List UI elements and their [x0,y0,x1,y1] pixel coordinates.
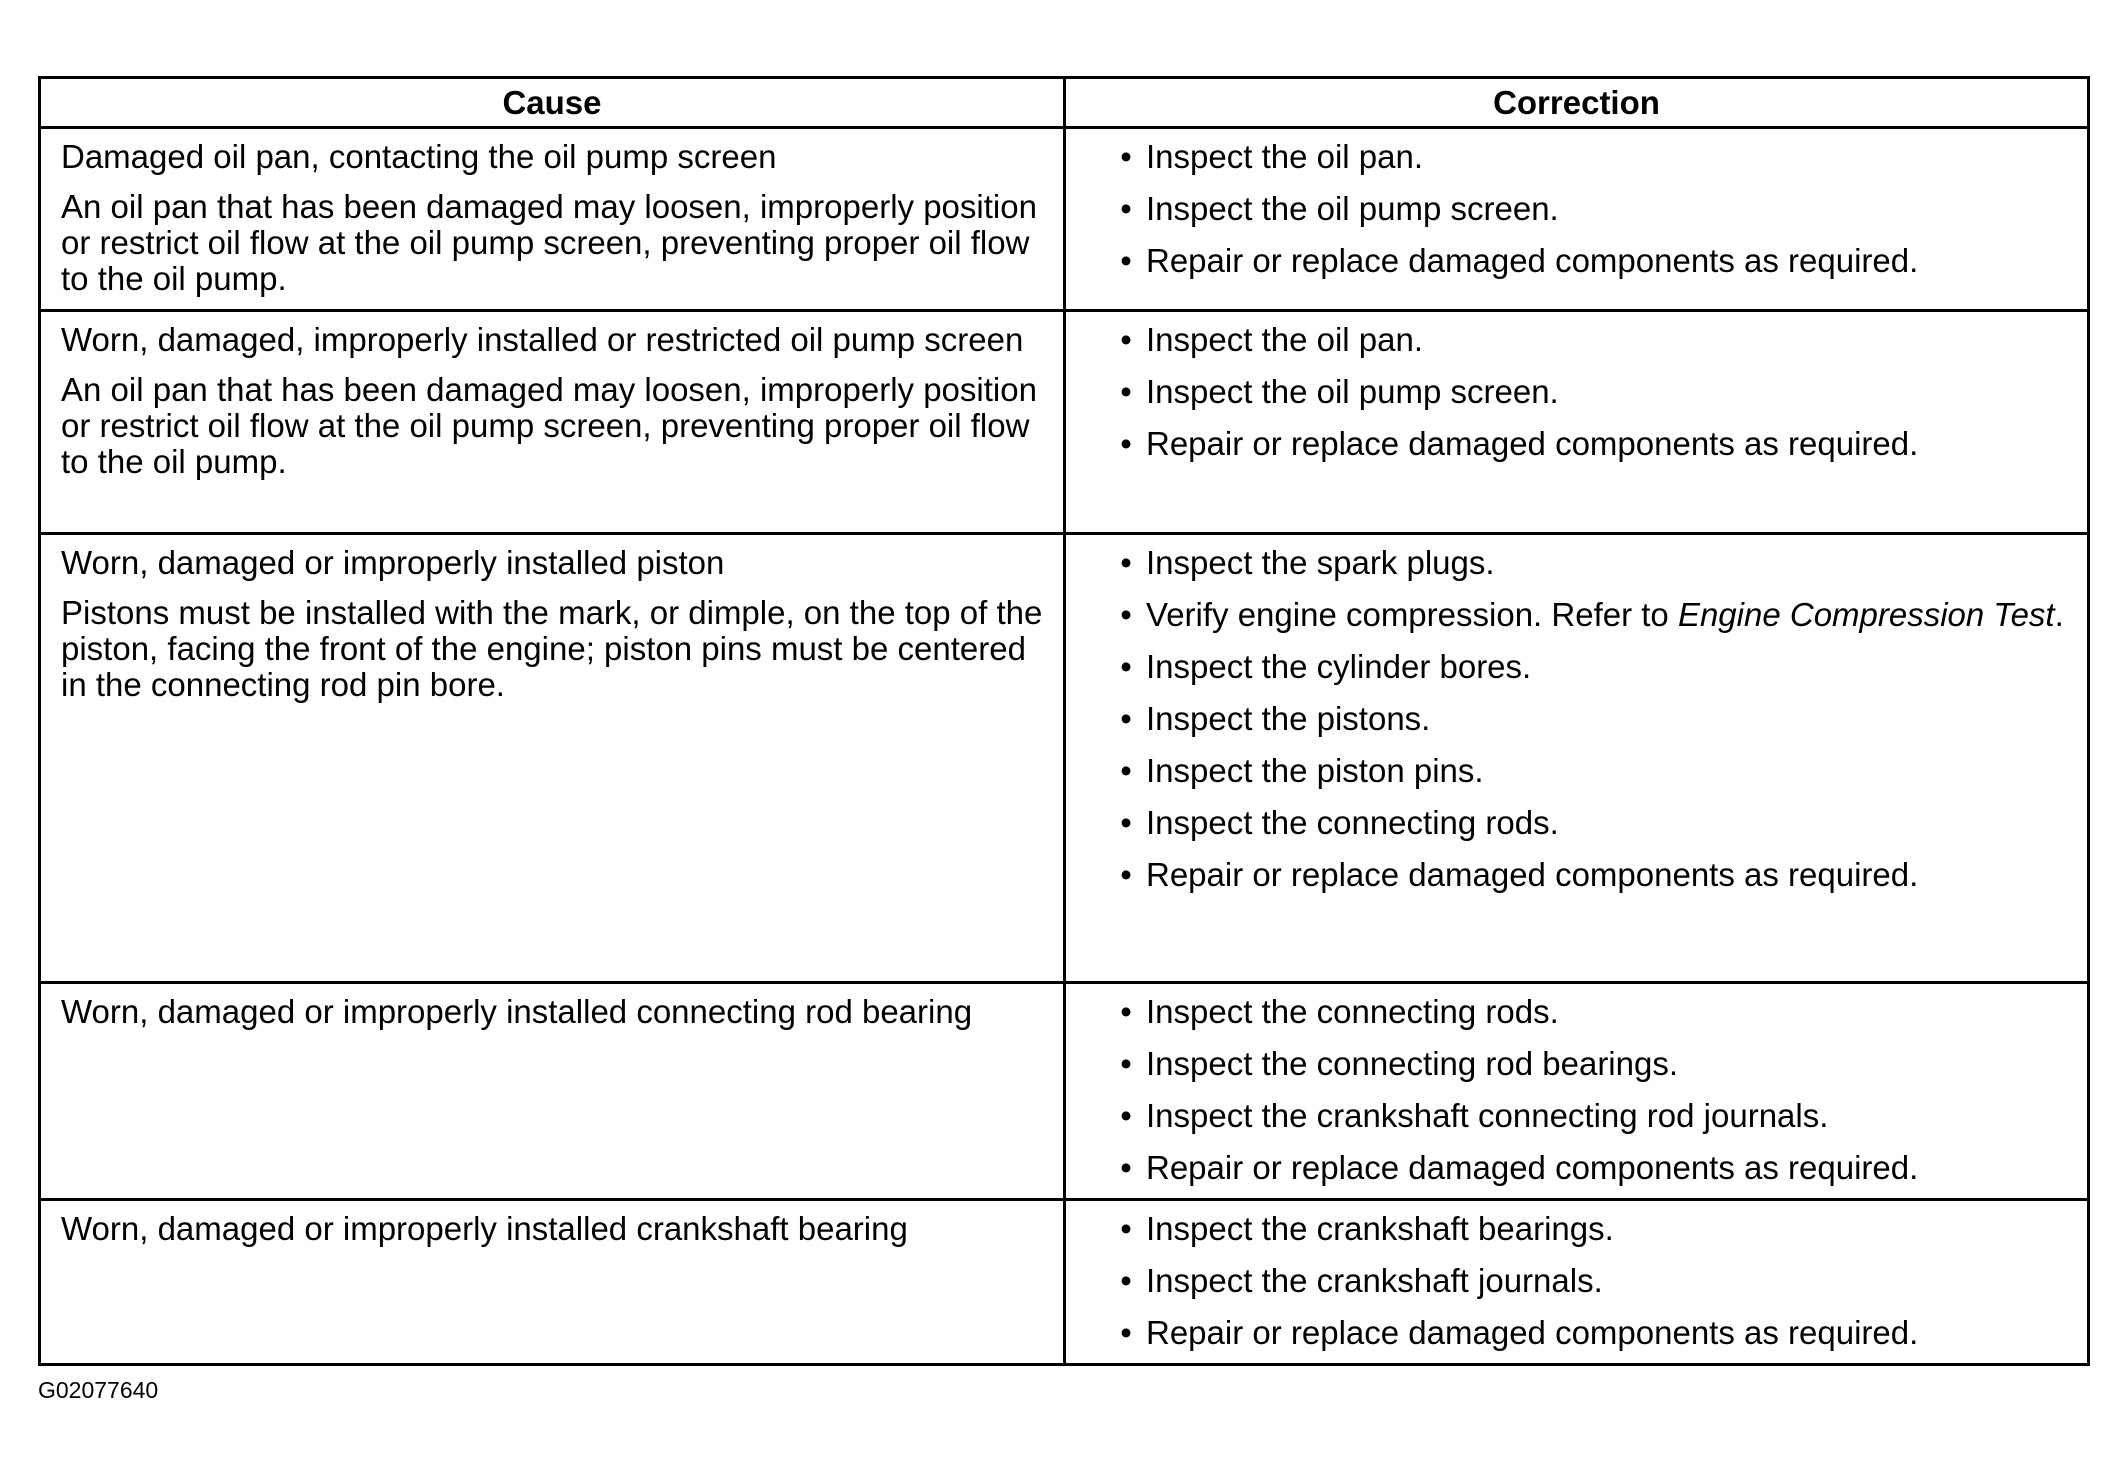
bullet-icon: • [1120,752,1132,789]
reference-period: . [2054,596,2064,633]
list-item [1116,191,2077,227]
table-header-row [40,78,2089,128]
list-item [1116,597,2077,633]
bullet-icon: • [1120,804,1132,841]
cause-title: Damaged oil pan, contacting the oil pump screen [61,138,777,175]
correction-text: Inspect the connecting rods. [1146,993,1559,1030]
list-item [1116,243,2077,279]
bullet-icon: • [1120,190,1132,227]
correction-cell [1065,311,2089,534]
list-item [1116,753,2077,789]
list-item [1116,545,2077,581]
list-item [1116,374,2077,410]
bullet-icon: • [1120,1045,1132,1082]
list-item [1116,139,2077,175]
correction-text: Repair or replace damaged components as required. [1146,1149,1919,1186]
cause-title: Worn, damaged or improperly installed connecting rod bearing [61,993,973,1030]
correction-list [1116,322,2077,462]
table-row [40,534,2089,983]
cause-cell [40,1200,1065,1365]
bullet-icon: • [1120,1149,1132,1186]
correction-text: Inspect the crankshaft bearings. [1146,1210,1614,1247]
bullet-icon: • [1120,1097,1132,1134]
correction-list [1116,994,2077,1186]
list-item [1116,426,2077,462]
correction-text: Inspect the connecting rod bearings. [1146,1045,1679,1082]
correction-text: Repair or replace damaged components as required. [1146,242,1919,279]
cause-cell [40,128,1065,311]
list-item [1116,1211,2077,1247]
bullet-icon: • [1120,700,1132,737]
list-item [1116,701,2077,737]
bullet-icon: • [1120,373,1132,410]
table-row [40,983,2089,1200]
cause-detail: Pistons must be installed with the mark, or dimple, on the top of the piston, facing the front of the engine; piston pins must be centered in the connecting rod pin bore. [61,594,1043,703]
cause-title: Worn, damaged or improperly installed crankshaft bearing [61,1210,908,1247]
correction-cell [1065,128,2089,311]
cause-cell [40,983,1065,1200]
correction-text: Inspect the connecting rods. [1146,804,1559,841]
list-item [1116,1315,2077,1351]
bullet-icon: • [1120,138,1132,175]
table-row [40,311,2089,534]
bullet-icon: • [1120,425,1132,462]
correction-text: Inspect the spark plugs. [1146,544,1495,581]
list-item [1116,1046,2077,1082]
correction-text: Inspect the pistons. [1146,700,1431,737]
bullet-icon: • [1120,856,1132,893]
correction-text: Inspect the oil pan. [1146,138,1424,175]
table-row [40,128,2089,311]
diagnosis-table [38,76,2090,1366]
correction-cell [1065,534,2089,983]
cause-title: Worn, damaged or improperly installed piston [61,544,725,581]
bullet-icon: • [1120,993,1132,1030]
cause-detail: An oil pan that has been damaged may loosen, improperly position or restrict oil flow at the oil pump screen, preventing proper oil flow to the oil pump. [61,188,1037,297]
correction-text: Inspect the oil pump screen. [1146,190,1559,227]
bullet-icon: • [1120,1314,1132,1351]
bullet-icon: • [1120,1210,1132,1247]
list-item [1116,322,2077,358]
list-item [1116,1263,2077,1299]
cause-cell [40,311,1065,534]
list-item [1116,805,2077,841]
correction-text: Repair or replace damaged components as required. [1146,1314,1919,1351]
list-item [1116,1150,2077,1186]
correction-text: Inspect the piston pins. [1146,752,1484,789]
correction-text: Inspect the oil pan. [1146,321,1424,358]
compression-test-reference: Engine Compression Test [1677,596,2055,633]
bullet-icon: • [1120,596,1132,633]
correction-text: Inspect the crankshaft connecting rod journals. [1146,1097,1829,1134]
correction-cell [1065,983,2089,1200]
list-item [1116,649,2077,685]
correction-text: Inspect the oil pump screen. [1146,373,1559,410]
list-item [1116,994,2077,1030]
correction-text: Repair or replace damaged components as required. [1146,425,1919,462]
list-item [1116,1098,2077,1134]
bullet-icon: • [1120,544,1132,581]
correction-cell [1065,1200,2089,1365]
bullet-icon: • [1120,242,1132,279]
cause-cell [40,534,1065,983]
bullet-icon: • [1120,1262,1132,1299]
correction-list [1116,139,2077,279]
list-item [1116,857,2077,893]
header-correction: Correction [1065,78,2089,128]
correction-text: Repair or replace damaged components as required. [1146,856,1919,893]
bullet-icon: • [1120,321,1132,358]
correction-list [1116,545,2077,893]
correction-text: Inspect the cylinder bores. [1146,648,1532,685]
header-cause: Cause [40,78,1065,128]
bullet-icon: • [1120,648,1132,685]
table-row [40,1200,2089,1365]
correction-list [1116,1211,2077,1351]
correction-text: Verify engine compression. Refer to [1146,596,1678,633]
correction-text: Inspect the crankshaft journals. [1146,1262,1603,1299]
figure-id: G02077640 [38,1377,159,1403]
cause-detail: An oil pan that has been damaged may loosen, improperly position or restrict oil flow at the oil pump screen, preventing proper oil flow to the oil pump. [61,371,1037,480]
cause-title: Worn, damaged, improperly installed or restricted oil pump screen [61,321,1024,358]
